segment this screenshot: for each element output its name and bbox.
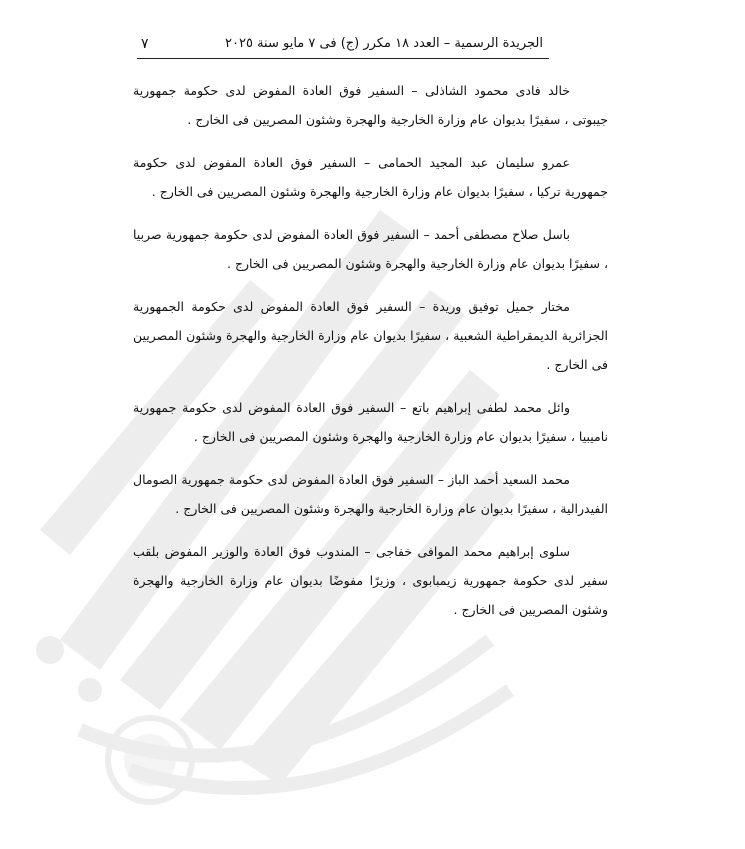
page-header: [137, 30, 549, 59]
page-number: ٧: [141, 36, 149, 52]
paragraph-3: باسل صلاح مصطفى أحمد – السفير فوق العادة المفوض لدى حكومة جمهورية صربيا ، سفيرًا بديوان عام وزارة الخارجية والهجرة وشئون المصريين فى الخارج .: [133, 227, 608, 271]
gazette-issue-title: الجريدة الرسمية – العدد ١٨ مكرر (ج) فى ٧ مايو سنة ٢٠٢٥: [225, 36, 543, 51]
paragraph-6: محمد السعيد أحمد الباز – السفير فوق العادة المفوض لدى حكومة جمهورية الصومال الفيدرالية ، سفيرًا بديوان عام وزارة الخارجية والهجرة وشئون المصريين فى الخارج .: [133, 472, 608, 516]
paragraph-5: وائل محمد لطفى إبراهيم باتع – السفير فوق العادة المفوض لدى حكومة جمهورية ناميبيا ، سفيرًا بديوان عام وزارة الخارجية والهجرة وشئون المصريين فى الخارج .: [133, 400, 608, 444]
paragraph-7: سلوى إبراهيم محمد الموافى خفاجى – المندوب فوق العادة والوزير المفوض بلقب سفير لدى حكومة جمهورية زيمبابوى ، وزيرًا مفوضًا بديوان عام وزارة الخارجية والهجرة وشئون المصريين فى الخارج .: [133, 544, 608, 617]
paragraph-4: مختار جميل توفيق وريدة – السفير فوق العادة المفوض لدى حكومة الجمهورية الجزائرية الديمقراطية الشعبية ، سفيرًا بديوان عام وزارة الخارجية والهجرة وشئون المصريين فى الخارج .: [133, 299, 608, 372]
decree-body: [133, 76, 608, 638]
paragraph-1: خالد فادى محمود الشاذلى – السفير فوق العادة المفوض لدى حكومة جمهورية جيبوتى ، سفيرًا بديوان عام وزارة الخارجية والهجرة وشئون المصريين فى الخارج .: [133, 83, 608, 127]
paragraph-2: عمرو سليمان عبد المجيد الحمامى – السفير فوق العادة المفوض لدى حكومة جمهورية تركيا ، سفيرًا بديوان عام وزارة الخارجية والهجرة وشئون المصريين فى الخارج .: [133, 155, 608, 199]
